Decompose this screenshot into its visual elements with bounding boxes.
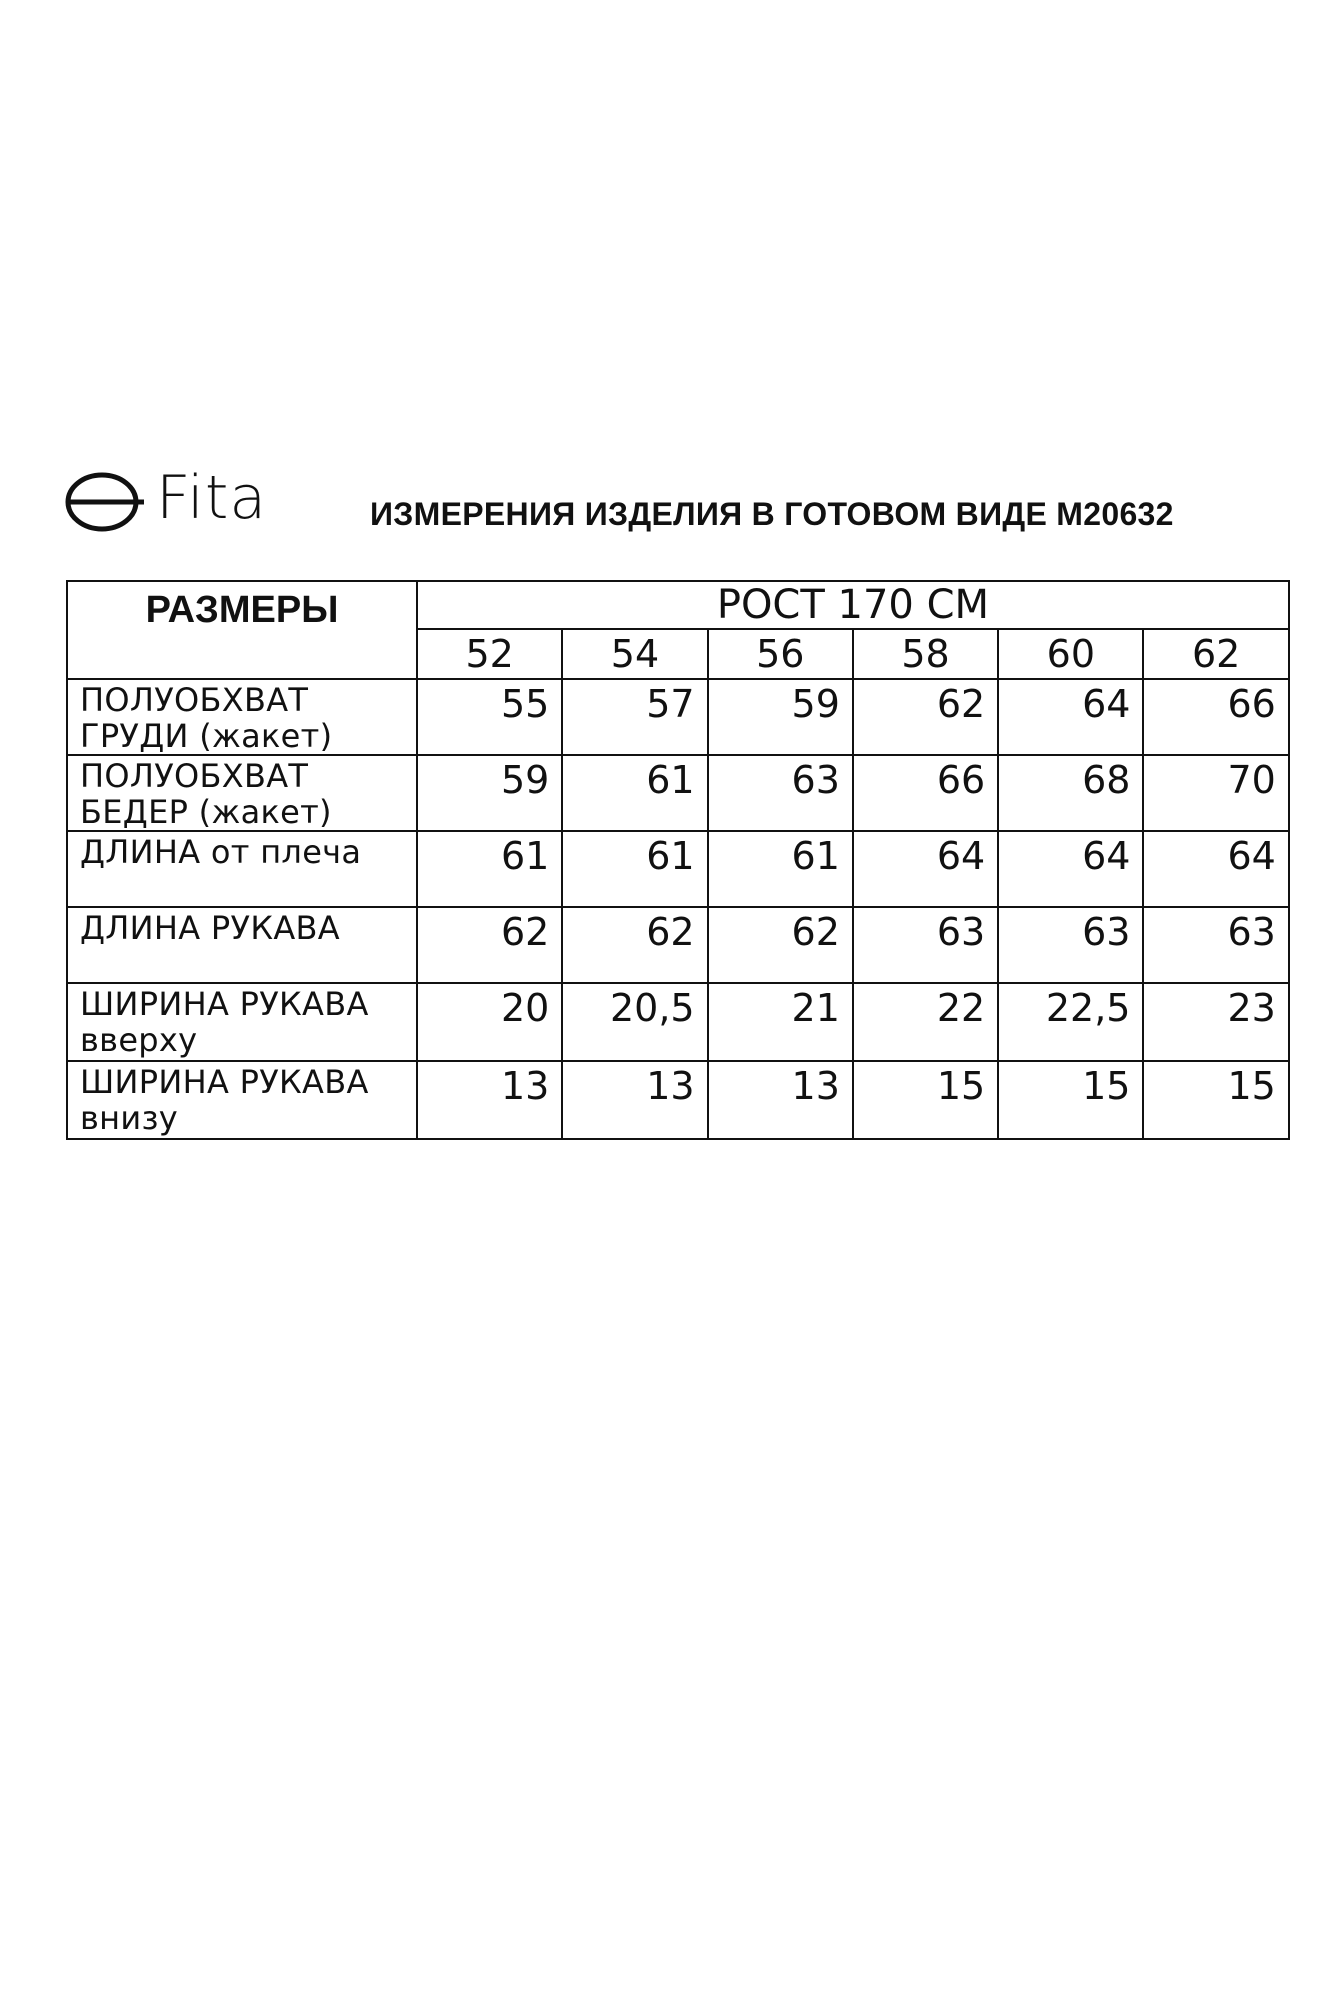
measurement-label-line2: внизу xyxy=(80,1099,179,1137)
measurement-label xyxy=(67,1061,417,1139)
measurement-value: 62 xyxy=(853,679,998,755)
measurement-value: 64 xyxy=(853,831,998,907)
measurement-row xyxy=(67,679,1289,755)
measurement-value: 57 xyxy=(562,679,707,755)
measurement-value: 66 xyxy=(1143,679,1288,755)
measurement-value: 20,5 xyxy=(562,983,707,1061)
measurement-value: 64 xyxy=(998,679,1143,755)
brand-logo xyxy=(64,458,284,538)
measurement-label-line2: ГРУДИ (жакет) xyxy=(80,717,333,755)
measurement-value: 68 xyxy=(998,755,1143,831)
measurement-value: 62 xyxy=(562,907,707,983)
size-header-cell: 54 xyxy=(562,629,707,679)
measurement-row xyxy=(67,755,1289,831)
measurement-value: 20 xyxy=(417,983,562,1061)
fita-logo-mark-icon xyxy=(64,458,148,538)
measurement-row xyxy=(67,907,1289,983)
document-title: ИЗМЕРЕНИЯ ИЗДЕЛИЯ В ГОТОВОМ ВИДЕ М20632 xyxy=(370,496,1174,532)
measurement-value: 59 xyxy=(708,679,853,755)
measurement-label-line1: ПОЛУОБХВАТ xyxy=(80,757,309,795)
measurement-value: 63 xyxy=(853,907,998,983)
measurement-value: 63 xyxy=(998,907,1143,983)
measurement-label-line1: ДЛИНА РУКАВА xyxy=(80,909,340,947)
measurement-value: 13 xyxy=(562,1061,707,1139)
measurement-label-line2: вверху xyxy=(80,1021,198,1059)
size-chart-table xyxy=(66,580,1290,1140)
measurement-label-line1: ДЛИНА от плеча xyxy=(80,833,362,871)
measurement-value: 61 xyxy=(417,831,562,907)
size-header-cell: 52 xyxy=(417,629,562,679)
sizes-header: РАЗМЕРЫ xyxy=(67,581,417,679)
measurement-value: 15 xyxy=(1143,1061,1288,1139)
measurement-value: 13 xyxy=(417,1061,562,1139)
size-header-cell: 58 xyxy=(853,629,998,679)
measurement-value: 61 xyxy=(562,831,707,907)
measurement-value: 15 xyxy=(853,1061,998,1139)
measurement-row xyxy=(67,983,1289,1061)
measurement-value: 55 xyxy=(417,679,562,755)
measurement-value: 22 xyxy=(853,983,998,1061)
measurement-label xyxy=(67,755,417,831)
measurement-value: 15 xyxy=(998,1061,1143,1139)
measurement-row xyxy=(67,1061,1289,1139)
measurement-value: 23 xyxy=(1143,983,1288,1061)
measurement-value: 62 xyxy=(708,907,853,983)
measurement-label xyxy=(67,983,417,1061)
growth-header: РОСТ 170 СМ xyxy=(417,581,1289,629)
measurement-value: 61 xyxy=(562,755,707,831)
measurement-value: 22,5 xyxy=(998,983,1143,1061)
measurement-value: 61 xyxy=(708,831,853,907)
brand-name: Fita xyxy=(156,463,268,533)
measurement-label xyxy=(67,907,417,983)
measurement-row xyxy=(67,831,1289,907)
measurement-label-line2: БЕДЕР (жакет) xyxy=(80,793,332,831)
measurement-value: 59 xyxy=(417,755,562,831)
measurement-label xyxy=(67,831,417,907)
measurement-value: 70 xyxy=(1143,755,1288,831)
measurement-value: 64 xyxy=(998,831,1143,907)
measurement-label-line1: ШИРИНА РУКАВА xyxy=(80,985,369,1023)
size-header-cell: 60 xyxy=(998,629,1143,679)
measurement-value: 13 xyxy=(708,1061,853,1139)
measurement-value: 62 xyxy=(417,907,562,983)
measurement-value: 21 xyxy=(708,983,853,1061)
measurement-label-line1: ШИРИНА РУКАВА xyxy=(80,1063,369,1101)
measurement-label xyxy=(67,679,417,755)
measurement-value: 63 xyxy=(708,755,853,831)
measurement-value: 66 xyxy=(853,755,998,831)
measurement-value: 64 xyxy=(1143,831,1288,907)
measurement-label-line1: ПОЛУОБХВАТ xyxy=(80,681,309,719)
size-header-cell: 56 xyxy=(708,629,853,679)
size-header-cell: 62 xyxy=(1143,629,1288,679)
measurement-value: 63 xyxy=(1143,907,1288,983)
